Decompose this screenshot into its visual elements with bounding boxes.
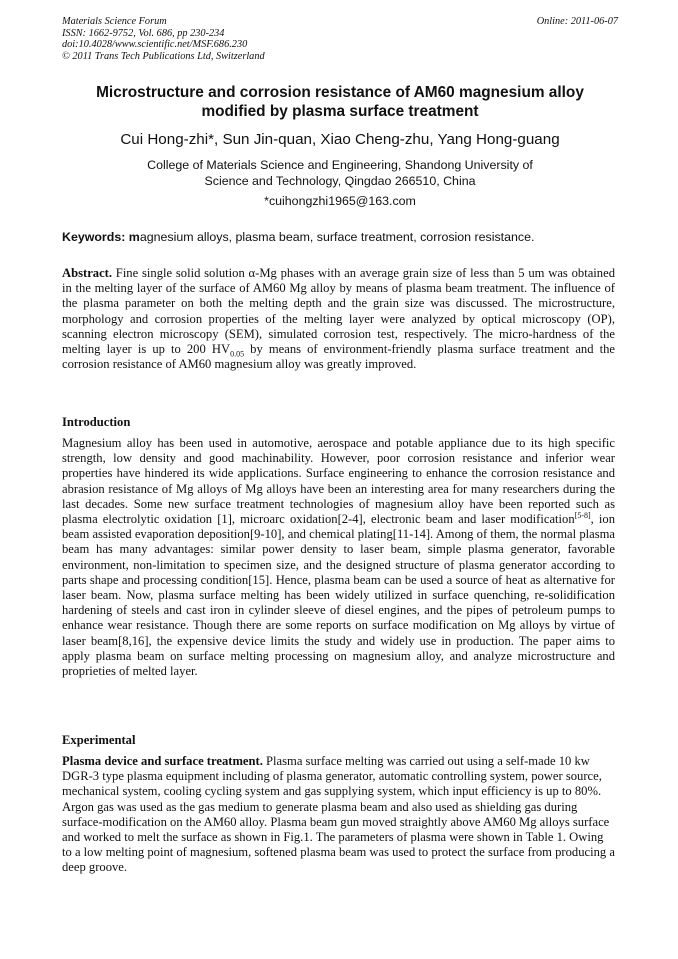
online-date: Online: 2011-06-07 (536, 16, 618, 27)
journal-header (62, 16, 618, 62)
title-line-1: Microstructure and corrosion resistance of AM60 magnesium alloy (96, 84, 584, 101)
abstract-text-2: by means of environment-friendly plasma surface treatment and the corrosion resistance of AM60 magnesium alloy was greatly improved. (62, 342, 615, 372)
affiliation-line-2: Science and Technology, Qingdao 266510, China (204, 174, 476, 188)
abstract-label: Abstract. (62, 266, 113, 280)
experimental-body (62, 754, 615, 876)
intro-text-1: Magnesium alloy has been used in automotive, aerospace and potable appliance due to its high specific strength, low density and good machinability. However, poor corrosion resistance and inferior wear properties have hindered its wide applications. Surface engineering to enhance the corrosion resistance and abrasion resistance of Mg alloys of Mg alloys have been an interesting area for many researchers during the last decades. Some new surface treatment technologies of magnesium alloy have been reported such as plasma electrolytic oxidation [1], microarc oxidation[2-4], electronic beam and laser modification (62, 436, 615, 527)
experimental-heading: Experimental (62, 733, 136, 747)
experimental-subheading: Plasma device and surface treatment. (62, 754, 263, 768)
journal-name: Materials Science Forum (62, 16, 167, 27)
author-list: Cui Hong-zhi*, Sun Jin-quan, Xiao Cheng-zhu, Yang Hong-guang (120, 131, 560, 148)
abstract (62, 266, 615, 372)
hv-subscript: 0.05 (230, 349, 245, 359)
title-line-2: modified by plasma surface treatment (201, 103, 479, 120)
introduction-body (62, 436, 615, 679)
keywords (62, 229, 618, 245)
paper-title (62, 83, 618, 121)
journal-copyright: © 2011 Trans Tech Publications Ltd, Switzerland (62, 50, 265, 62)
affiliation (62, 157, 618, 189)
experimental-text: Plasma surface melting was carried out using a self-made 10 kw DGR-3 type plasma equipment including of plasma generator, automatic controlling system, power source, mechanical system, cooling cycling system and gas supplying system, which input efficiency is up to 80%. Argon gas was used as the gas medium to generate plasma beam and also used as shielding gas during surface-modification on the AM60 alloy. Plasma beam gun moved straightly above AM60 Mg alloys surface and worked to melt the surface as shown in Fig.1. The parameters of plasma were shown in Table 1. Owing to a low melting point of magnesium, softened plasma beam was used to protect the surface from producing a deep groove. (62, 754, 615, 875)
abstract-text-1: Fine single solid solution α-Mg phases with an average grain size of less than 5 um was obtained in the melting layer of the surface of AM60 Mg alloy by means of plasma beam treatment. The influence of the plasma parameter on both the melting depth and the grain size was discussed. The microstructure, morphology and corrosion properties of the melting layer were analyzed by optical microscopy (OP), scanning electron microscopy (SEM), simulated corrosion test, respectively. The micro-hardness of the melting layer is up to 200 HV (62, 266, 615, 357)
intro-text-2: , ion beam assisted evaporation deposition[9-10], and chemical plating[11-14]. Among of them, the normal plasma beam has many advantages: similar power density to laser beam, simple plasma generator, favorable environment, non-limitation to specimen size, and the designed structure of plasma generator according to parts shape and processing condition[15]. Hence, plasma beam can be used a source of heat as alternative for laser beam. Now, plasma surface melting has been widely utilized in surface quenching, re-solidification hardening of steels and cast iron in cylinder sleeve of diesel engines, and the pipes of petroleum pumps to enhance wear resistance. Though there are some reports on surface modification on Mg alloys by virtue of laser beam[8,16], the expensive device limits the study and widely use in production. The paper aims to apply plasma beam on surface melting processing on magnesium alloy, and analyze microstructure and proprieties of melted layer. (62, 512, 616, 679)
reference-superscript: [5-8] (574, 510, 591, 520)
introduction-heading: Introduction (62, 415, 131, 429)
affiliation-line-1: College of Materials Science and Engineering, Shandong University of (147, 158, 533, 172)
keywords-text: agnesium alloys, plasma beam, surface treatment, corrosion resistance. (139, 230, 535, 244)
corresponding-email[interactable]: *cuihongzhi1965@163.com (264, 194, 416, 208)
journal-doi: doi:10.4028/www.scientific.net/MSF.686.230 (62, 39, 248, 51)
journal-issn: ISSN: 1662-9752, Vol. 686, pp 230-234 (62, 27, 225, 39)
keywords-label: Keywords: m (62, 230, 140, 244)
